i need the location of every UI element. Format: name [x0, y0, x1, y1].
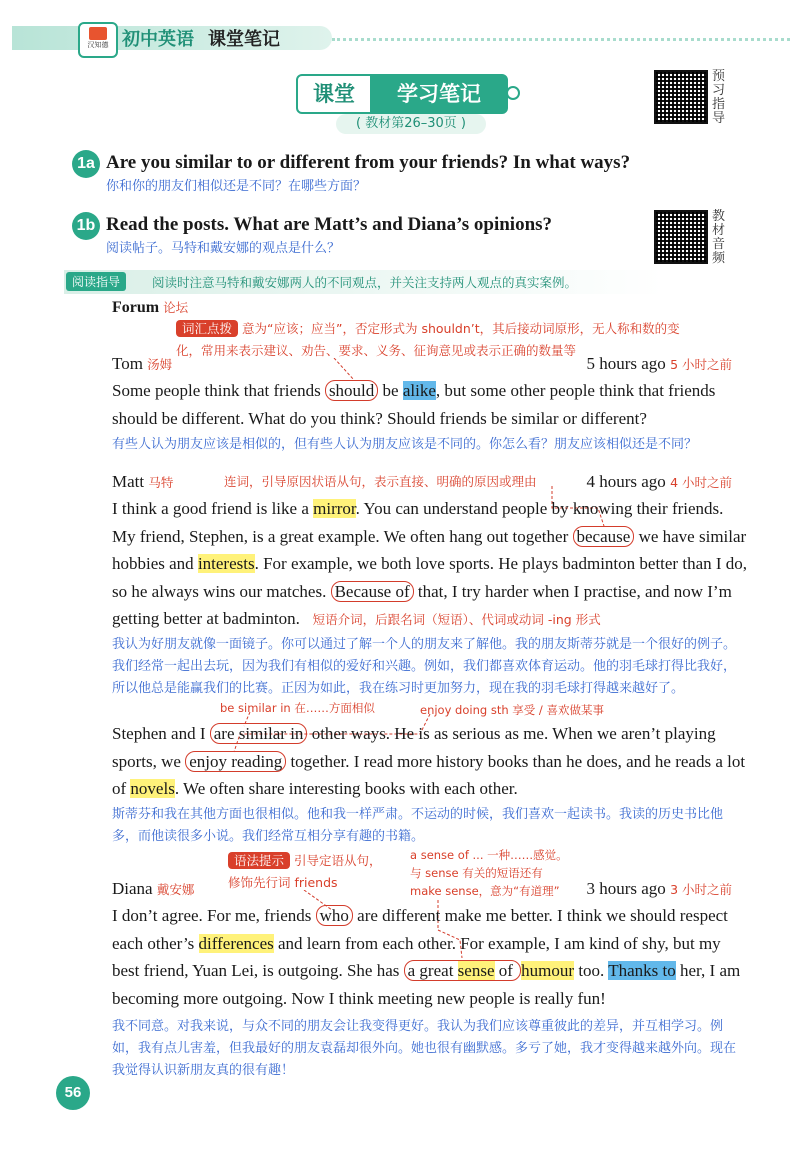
- diana-line-1: [112, 902, 752, 930]
- word-sense: sense: [457, 961, 495, 980]
- word-should: should: [325, 380, 378, 401]
- qr-label-audio: 教材音频: [712, 209, 726, 266]
- matt-l4b: that, I try harder when I practise, and now I’m: [413, 581, 732, 601]
- matt-name-cn: 马特: [148, 475, 174, 490]
- grammar-badge: 语法提示: [228, 852, 290, 869]
- sense-note-line1: a sense of ... 一种……感觉。: [410, 848, 568, 862]
- word-similar-in: are similar in: [210, 723, 308, 744]
- reading-guide-tag: 阅读指导: [66, 272, 126, 291]
- word-mirror: mirror: [313, 499, 356, 518]
- matt-l5: getting better at badminton.: [112, 609, 300, 628]
- vocab-note-line2: 化，常用来表示建议、劝告、要求、义务、征询意见或表示正确的数量等: [176, 343, 577, 358]
- diana-time-group: [586, 875, 732, 904]
- diana-l2a: each other’s: [112, 933, 199, 953]
- vocab-note-line1: 意为“应该；应当”，否定形式为 shouldn’t，其后接动词原形，无人称和数的变: [242, 321, 680, 336]
- diana-line-4: becoming more outgoing. Now I think meeting new people is really fun!: [112, 988, 606, 1008]
- diana-line-3: [112, 957, 752, 985]
- diana-time: 3 hours ago: [586, 879, 666, 898]
- matt-line-1: [112, 495, 752, 523]
- word-thanks-to: Thanks to: [608, 961, 676, 980]
- note-enjoy: enjoy doing sth 享受 / 喜欢做某事: [420, 703, 604, 717]
- tom-time-cn: 5 小时之前: [670, 357, 732, 372]
- question-label-1b: 1b: [72, 212, 100, 240]
- word-enjoy-reading: enjoy reading: [185, 751, 286, 772]
- forum-title: [112, 298, 188, 317]
- diana-post-body: [112, 902, 752, 1012]
- sense-note-line3: make sense，意为“有道理”: [410, 884, 560, 898]
- diana-l1a: I don’t agree. For me, friends: [112, 906, 316, 925]
- matt-p-line-3: [112, 775, 752, 803]
- matt-l1a: I think a good friend is like a: [112, 499, 314, 518]
- qr-code-preview[interactable]: [654, 70, 708, 124]
- matt-p2b: other ways. He is as serious as me. When we aren’t playing: [307, 724, 716, 743]
- word-because: because: [573, 526, 635, 547]
- diana-l3c: her, I am: [675, 961, 741, 980]
- diana-l2b: and learn from each other. For example, I am kind of shy, but my: [273, 933, 721, 953]
- brand-left: 初中英语: [122, 29, 194, 50]
- note-because: 连词，引导原因状语从句，表示直接、明确的原因或理由: [224, 474, 537, 489]
- magnifier-icon: [506, 86, 520, 100]
- matt-p-line-2: [112, 748, 752, 776]
- matt-time: 4 hours ago: [586, 472, 666, 491]
- matt-line-2: [112, 523, 752, 551]
- matt-header: [112, 468, 732, 497]
- header-bar: [12, 22, 792, 54]
- tom-seg1: Some people think that friends: [112, 381, 325, 400]
- matt-translation: 我认为好朋友就像一面镜子。你可以通过了解一个人的朋友来了解他。我的朋友斯蒂芬就是一个很好的例子。我们经常一起出去玩，因为我们有相似的爱好和兴趣。例如，我们都喜欢体育运动。他的羽毛球打得比我好，所以他总是能赢我们的比赛。正因为如此，我在练习时更加努力，现在我的羽毛球打得越来越好了。: [112, 637, 737, 696]
- forum-title-text: Forum: [112, 299, 160, 316]
- qr-code-audio[interactable]: [654, 210, 708, 264]
- grammar-note-line1: 引导定语从句，: [294, 853, 382, 868]
- diana-l3b: too.: [574, 961, 609, 980]
- word-because-of: Because of: [331, 581, 414, 602]
- title-right: 学习笔记: [370, 74, 508, 114]
- sense-note-line2: 与 sense 有关的短语还有: [410, 866, 543, 880]
- matt-l3a: hobbies and: [112, 554, 198, 573]
- phrase-a-great-sense-of: [404, 960, 522, 981]
- question-1b: Read the posts. What are Matt’s and Diana’s opinions?: [106, 214, 553, 235]
- matt-p2a: Stephen and I: [112, 724, 210, 743]
- tom-seg3: , but some other people think that friends: [435, 381, 716, 400]
- word-a-great: a great: [407, 961, 458, 980]
- qr-code-icon[interactable]: [654, 70, 708, 124]
- matt-l1b: . You can understand people by knowing their friends.: [355, 499, 724, 518]
- diana-line-2: [112, 930, 752, 958]
- diana-time-cn: 3 小时之前: [670, 882, 732, 897]
- forum-title-cn: 论坛: [163, 300, 189, 315]
- brand-right: 课堂笔记: [208, 29, 280, 50]
- book-icon: [89, 27, 107, 40]
- tom-line-2: should be different. What do you think? Should friends be similar or different?: [112, 408, 647, 428]
- matt-p4b: . We often share interesting books with each other.: [174, 779, 518, 798]
- matt-time-cn: 4 小时之前: [670, 475, 732, 490]
- note-similar: be similar in 在……方面相似: [220, 701, 375, 715]
- tom-translation: 有些人认为朋友应该是相似的，但有些人认为朋友应该是不同的。你怎么看？朋友应该相似还是不同？: [112, 437, 698, 452]
- word-differences: differences: [198, 933, 274, 953]
- matt-translation-2: 斯蒂芬和我在其他方面也很相似。他和我一样严肃。不运动的时候，我们喜欢一起读书。我读的历史书比他多，而他读很多小说。我们经常互相分享有趣的书籍。: [112, 807, 724, 844]
- matt-p3a: sports, we: [112, 751, 186, 771]
- matt-name: Matt: [112, 472, 145, 491]
- grammar-note-line2: 修饰先行词 friends: [228, 875, 338, 890]
- matt-line-5: [112, 605, 752, 634]
- matt-p-line-1: [112, 720, 752, 748]
- matt-l2a: My friend, Stephen, is a great example. We often hang out together: [112, 526, 573, 546]
- qr-code-icon[interactable]: [654, 210, 708, 264]
- logo-text: 汉知德: [87, 41, 109, 49]
- tom-time: 5 hours ago: [586, 354, 666, 373]
- diana-header: [112, 875, 732, 904]
- title-subtitle: ( 教材第26–30页 ): [336, 114, 486, 134]
- page-number: 56: [56, 1076, 90, 1110]
- tom-post-body: [112, 377, 742, 432]
- diana-name: Diana: [112, 879, 153, 898]
- diana-l3a: best friend, Yuan Lei, is outgoing. She has: [112, 961, 404, 980]
- title-left: 课堂: [296, 74, 372, 114]
- vocab-badge: 词汇点拨: [176, 320, 238, 337]
- diana-name-cn: 戴安娜: [156, 882, 195, 897]
- tom-seg2: be: [378, 381, 403, 400]
- matt-post-body-2: [112, 720, 752, 803]
- question-label-1a: 1a: [72, 150, 100, 178]
- tom-name-cn: 汤姆: [147, 357, 173, 372]
- tom-name: Tom: [112, 354, 143, 373]
- header-dotted-line: [332, 38, 790, 41]
- matt-time-group: [586, 468, 732, 497]
- tom-header: [112, 350, 732, 379]
- question-1a-translation: 你和你的朋友们相似还是不同？在哪些方面？: [106, 179, 367, 194]
- tom-time-group: [586, 350, 732, 379]
- word-alike: alike: [402, 381, 436, 400]
- word-humour: humour: [521, 961, 575, 980]
- tom-line-1: [112, 377, 742, 405]
- word-who: who: [316, 905, 353, 926]
- diana-l1b: are different make me better. I think we should respect: [352, 906, 728, 925]
- word-interests: interests: [197, 554, 255, 573]
- logo-badge: [78, 22, 118, 58]
- note-because-of: 短语介词，后跟名词（短语）、代词或动词 -ing 形式: [312, 612, 601, 627]
- matt-line-3: [112, 550, 752, 578]
- matt-p4a: of: [112, 779, 131, 798]
- matt-l2b: we have similar: [634, 526, 747, 546]
- diana-translation: 我不同意。对我来说，与众不同的朋友会让我变得更好。我认为我们应该尊重彼此的差异，并互相学习。例如，我有点儿害羞，但我最好的朋友袁磊却很外向。她也很有幽默感。多亏了她，我才变得越来越外向。现在我觉得认识新朋友真的很有趣！: [112, 1019, 737, 1078]
- question-1a: Are you similar to or different from your friends? In what ways?: [106, 152, 631, 173]
- matt-l4a: so he always wins our matches.: [112, 581, 331, 601]
- matt-l3b: . For example, we both love sports. He plays badminton better than I do,: [254, 554, 748, 573]
- word-of: of: [494, 961, 518, 980]
- qr-label-preview: 预习指导: [712, 69, 726, 126]
- word-novels: novels: [130, 779, 175, 798]
- question-1b-translation: 阅读帖子。马特和戴安娜的观点是什么？: [106, 241, 341, 256]
- matt-line-4: [112, 578, 752, 606]
- reading-guide-text: 阅读时注意马特和戴安娜两人的不同观点，并关注支持两人观点的真实案例。: [152, 275, 578, 290]
- title-banner: [296, 74, 522, 112]
- matt-p3b: together. I read more history books than he does, and he reads a lot: [286, 751, 746, 771]
- matt-post-body: [112, 495, 752, 634]
